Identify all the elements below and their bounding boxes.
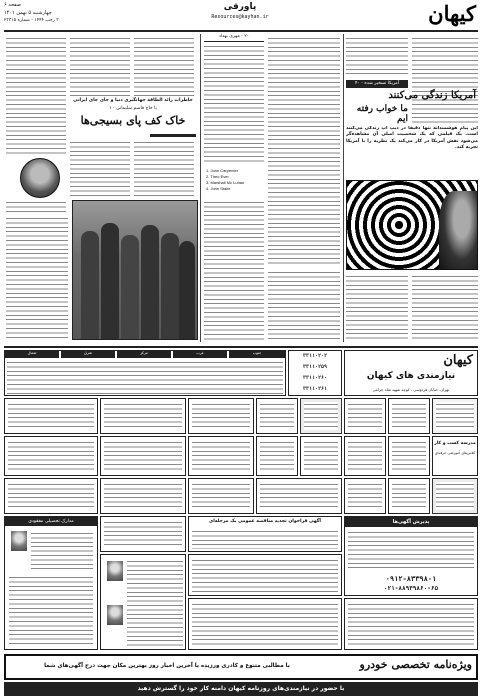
classified-ad <box>432 436 478 476</box>
table-header: شمال <box>5 351 59 358</box>
reference-item: 1. John Carpenter <box>206 168 239 173</box>
classified-ad <box>432 398 478 434</box>
middle-header: ۲۰ - مهرى بهداد <box>204 34 264 42</box>
text-block <box>392 482 426 510</box>
text-block <box>104 402 182 430</box>
text-block <box>260 440 294 472</box>
section-rule <box>4 346 478 348</box>
classified-ad <box>432 478 478 514</box>
right-title: آمریکا زندگی می‌کنند <box>388 90 476 101</box>
masthead <box>0 0 482 31</box>
text-block <box>8 440 94 472</box>
author-portrait <box>20 158 60 198</box>
column-rule <box>200 34 201 342</box>
photo-figure <box>141 225 159 340</box>
middle-text-col-2b <box>268 270 340 342</box>
lost-docs-box <box>4 516 98 650</box>
banner-text: با مطالبی متنوع و کادری ورزیده با آخرین اخبار روز بهترین مکان جهت درج آگهی‌های شما <box>44 663 290 669</box>
accept-header: پذیرش آگهی‌ها <box>345 517 477 527</box>
right-text-col-2b <box>412 274 478 342</box>
phone-number: ۳۳۱۱۰۲۰۲ <box>302 353 328 359</box>
text-block <box>104 520 182 548</box>
side-ad-title: مدرسه کسب و کار <box>434 441 476 446</box>
page-number: صفحه ۶ <box>4 2 21 8</box>
banner-title: ویژه‌نامه تخصصی خودرو <box>359 658 472 671</box>
side-ad-text: کلاس‌های آموزشی حرفه‌ای <box>434 451 476 455</box>
text-block <box>304 440 338 472</box>
tender-title: آگهی فراخوان تجدید مناقصه عمومی یک مرحله‌ای <box>209 519 321 524</box>
ads-brand-small: کیهان <box>443 353 473 368</box>
person-photo <box>107 605 123 625</box>
classified-ad <box>100 478 186 514</box>
person-photo <box>11 531 27 551</box>
date-line: چهارشنبه ۵ بهمن ۱۴۰۱ <box>4 10 52 16</box>
person-photo <box>107 561 123 581</box>
text-block <box>127 559 183 647</box>
photo-figure <box>81 231 99 340</box>
left-text-col-3b <box>134 140 194 198</box>
masthead-rule <box>4 30 478 32</box>
text-block <box>192 440 250 472</box>
classified-ad <box>188 598 342 650</box>
text-block <box>392 440 426 472</box>
classified-ad <box>300 436 342 476</box>
tender-notice <box>188 516 342 552</box>
right-subtitle: ما خواب رفته ایم <box>356 104 408 124</box>
left-text-col-1 <box>6 36 66 154</box>
title-underline <box>150 134 196 137</box>
text-block <box>348 402 382 430</box>
text-block <box>192 529 338 549</box>
right-lead: این پیام هوشمندانه تنها دقیقاً در دیپ آپ زندگی می‌کنند است. یک فیلمی که یک شخصیت اصلی آن مشاهده‌گر می‌شود نقش آمریکا در کار می‌کند یک نظریه را با آمریکا تجربه کند. <box>346 126 478 151</box>
table-header: غرب <box>173 351 227 358</box>
right-kicker: آمریکا تسخیر شده - ۴۰ <box>346 80 408 88</box>
middle-text-col-1 <box>204 44 264 164</box>
table-body <box>7 360 283 394</box>
text-block <box>260 482 338 510</box>
mobile-number: ۰۲۱-۸۸۹۴۹۸۶۰-۶۵ <box>383 585 439 592</box>
lost-docs-title: مدارک تحصیلی مفقودی <box>5 517 97 526</box>
mobile-number: ۰۹۱۲-۸۳۳۹۸۰۱ <box>385 575 437 583</box>
table-header: شرق <box>61 351 115 358</box>
article-kicker: خاطرات زائد الطاقه جهانگیرى دنیا و جاى جاى ایرانى <box>73 98 193 103</box>
text-block <box>9 575 93 645</box>
reference-item: 2. Theo Ever <box>206 174 229 179</box>
right-text-col-2 <box>412 36 478 126</box>
table-header: مرکز <box>117 351 171 358</box>
person-silhouette <box>439 191 477 270</box>
text-block <box>348 482 382 510</box>
classified-ad <box>388 478 430 514</box>
classified-ad <box>188 554 342 596</box>
text-block <box>192 558 338 592</box>
middle-text-col-2 <box>268 36 340 266</box>
classified-ad <box>300 398 342 434</box>
classified-ad <box>344 398 386 434</box>
bottom-strip: با حضور در نیازمندی‌های روزنامه کیهان دامنه کار خود را گسترش دهید <box>4 682 478 696</box>
classified-ad <box>188 478 254 514</box>
text-block <box>260 402 294 430</box>
text-block <box>8 482 94 510</box>
text-block <box>8 402 94 430</box>
classified-ad <box>256 436 298 476</box>
phone-box <box>288 350 342 396</box>
text-block <box>348 440 382 472</box>
classified-ad <box>344 598 478 650</box>
classified-ad <box>100 516 186 552</box>
photo-figure <box>121 235 139 340</box>
text-block <box>192 482 250 510</box>
classified-ad <box>188 398 254 434</box>
right-text-col-1 <box>346 36 408 76</box>
photo-figure <box>101 223 119 340</box>
logo: کیهان <box>428 1 476 26</box>
text-block <box>31 531 93 571</box>
classified-ad <box>100 398 186 434</box>
left-text-col-1c <box>6 216 68 340</box>
article-subkicker: با حاج قاسم سلیمانی - ۱ <box>109 106 157 111</box>
classified-ad <box>4 436 98 476</box>
ads-address: تهران، خیابان فردوسی - کوچه شهید شاه چراغی <box>372 387 450 392</box>
issue-line: ۳ رجب ۱۴۴۴ - شماره ۲۳۳۱۵ <box>4 18 59 23</box>
ads-brand-box <box>344 350 478 396</box>
classified-ad <box>4 478 98 514</box>
text-block <box>304 402 338 430</box>
section-title: پاورقی <box>223 2 257 12</box>
phone-number: ۳۳۱۱۰۲۶۰ <box>302 375 328 381</box>
listing-table <box>4 350 286 396</box>
classified-ad <box>344 436 386 476</box>
reference-item: 4. John Stake <box>206 186 231 191</box>
classified-ad <box>344 478 386 514</box>
text-block <box>436 482 474 510</box>
classified-ad <box>4 398 98 434</box>
ads-brand-title: نیازمندی های کیهان <box>366 371 456 381</box>
middle-text-col-1b <box>204 200 264 342</box>
left-text-col-2b <box>70 140 130 198</box>
classified-ad <box>256 478 342 514</box>
text-block <box>104 440 182 472</box>
phone-number: ۳۳۱۱۰۲۶۱ <box>302 386 328 392</box>
reference-list <box>206 168 264 196</box>
classified-ad <box>388 398 430 434</box>
text-block <box>192 402 250 430</box>
text-block <box>104 482 182 510</box>
classified-ad <box>388 436 430 476</box>
table-header: جنوب <box>229 351 285 358</box>
reference-item: 3. Marshall Mc Luhan <box>206 180 245 185</box>
spiral-image <box>346 180 478 270</box>
lost-docs-box <box>100 554 186 650</box>
article-title: خاک کف پای بسیجی‌ها <box>70 114 196 132</box>
left-text-col-2 <box>70 36 130 96</box>
auto-banner <box>4 654 478 680</box>
text-block <box>392 402 426 430</box>
photo-figure <box>161 233 179 340</box>
classified-ad <box>188 436 254 476</box>
group-photo <box>72 200 198 340</box>
text-block <box>348 530 474 570</box>
website: Resources@kayhan.ir <box>211 14 269 20</box>
phone-number: ۳۳۱۱۰۲۵۹ <box>302 364 328 370</box>
left-text-col-1b <box>6 200 66 214</box>
right-text-col-1b <box>346 274 408 342</box>
text-block <box>348 602 474 646</box>
classified-ad <box>256 398 298 434</box>
classified-ad <box>100 436 186 476</box>
accept-ads-box <box>344 516 478 596</box>
photo-figure <box>179 241 195 340</box>
column-rule <box>343 34 344 342</box>
text-block <box>436 402 474 430</box>
left-text-col-3 <box>134 36 194 96</box>
text-block <box>192 602 338 646</box>
